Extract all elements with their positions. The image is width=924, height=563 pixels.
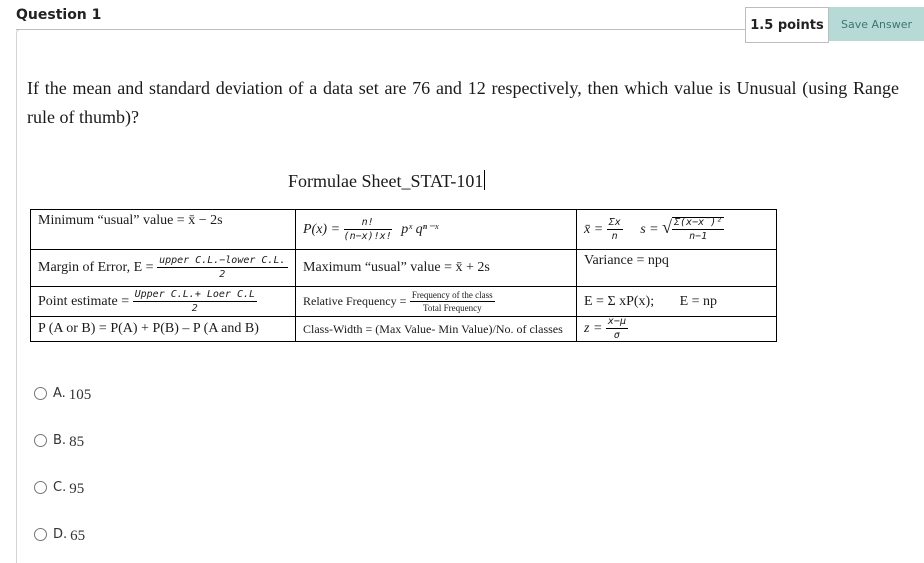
sqrt-icon: √ — [662, 216, 673, 237]
class-width-formula: Class-Width = (Max Value- Min Value)/No. of classes — [303, 321, 563, 336]
option-d[interactable] — [34, 526, 85, 543]
question-prompt: If the mean and standard deviation of a data set are 76 and 12 respectively, then which value is Unusual (using Range rule of thumb)? — [27, 78, 899, 127]
radio-option-a[interactable] — [34, 387, 47, 400]
binomial-lhs: P(x) = — [303, 221, 341, 237]
sd-fraction — [672, 217, 724, 242]
formula-sheet-title-text: Formulae Sheet_STAT-101 — [288, 171, 484, 191]
z-denominator: σ — [613, 330, 620, 341]
option-b-value: 85 — [69, 434, 85, 450]
radio-option-d[interactable] — [34, 528, 47, 541]
class-width-cell — [296, 317, 577, 342]
relative-frequency-label: Relative Frequency = — [303, 293, 407, 308]
option-b-letter: B. — [53, 433, 67, 448]
mean-fraction — [607, 218, 623, 242]
variance-formula: Variance = npq — [584, 253, 669, 268]
option-b[interactable] — [34, 432, 84, 449]
point-estimate-denominator: 2 — [191, 302, 198, 314]
mean-denominator: n — [611, 230, 618, 242]
option-c-letter: C. — [53, 480, 67, 495]
question-title: Question 1 — [16, 7, 102, 23]
mean-lhs: x̄ = — [584, 221, 604, 237]
binomial-denominator: (n−x)!x! — [343, 230, 392, 242]
formula-sheet-title — [288, 170, 485, 192]
option-a[interactable] — [34, 385, 91, 402]
point-estimate-fraction — [133, 290, 257, 314]
option-c[interactable] — [34, 479, 84, 496]
relative-frequency-fraction — [410, 291, 495, 313]
radio-option-c[interactable] — [34, 481, 47, 494]
binomial-fraction — [344, 218, 392, 242]
z-numerator: x−μ — [607, 316, 626, 327]
point-estimate-label: Point estimate = — [38, 293, 130, 309]
z-score-cell — [577, 317, 777, 342]
expectation-formula: E = Σ xP(x); — [584, 293, 655, 309]
option-c-value: 95 — [69, 481, 85, 497]
header-divider — [16, 29, 746, 30]
option-d-letter: D. — [53, 527, 68, 542]
max-usual-cell — [296, 250, 577, 287]
table-row — [31, 287, 777, 317]
save-answer-button[interactable]: Save Answer — [829, 7, 924, 41]
relative-frequency-numerator: Frequency of the class — [411, 289, 493, 300]
option-a-value: 105 — [68, 387, 92, 403]
binomial-mean-formula: E = np — [679, 293, 718, 309]
min-usual-cell — [31, 210, 296, 250]
table-row — [31, 210, 777, 250]
point-estimate-numerator: Upper C.L.+ Loer C.L — [134, 288, 256, 300]
option-a-letter: A. — [53, 386, 66, 401]
min-usual-formula: Minimum “usual” value = x̄ − 2s — [38, 213, 223, 228]
point-estimate-cell — [31, 287, 296, 317]
probability-or-formula: P (A or B) = P(A) + P(B) – P (A and B) — [38, 321, 259, 336]
sd-denominator: n−1 — [689, 231, 708, 243]
margin-error-denominator: 2 — [219, 269, 226, 280]
z-fraction — [606, 317, 628, 341]
points-badge: 1.5 points — [745, 7, 829, 43]
mean-sd-cell — [577, 210, 777, 250]
binomial-numerator: n! — [344, 218, 392, 230]
relative-frequency-denominator: Total Frequency — [422, 302, 482, 313]
margin-error-cell — [31, 250, 296, 287]
z-lhs: z = — [584, 321, 603, 337]
binomial-rhs: pˣ qⁿ⁻ˣ — [401, 221, 439, 237]
variance-cell — [577, 250, 777, 287]
binomial-cell — [296, 210, 577, 250]
margin-error-numerator: upper C.L.−lower C.L. — [159, 255, 286, 266]
mean-numerator: Σx — [608, 216, 621, 228]
table-row — [31, 317, 777, 342]
probability-or-cell — [31, 317, 296, 342]
table-row — [31, 250, 777, 287]
relative-frequency-cell — [296, 287, 577, 317]
margin-error-label: Margin of Error, E = — [38, 260, 154, 276]
margin-error-fraction — [157, 256, 287, 280]
sd-lhs: s = — [640, 221, 659, 237]
expectation-cell — [577, 287, 777, 317]
max-usual-formula: Maximum “usual” value = x̄ + 2s — [303, 260, 490, 275]
option-d-value: 65 — [70, 528, 86, 544]
sd-numerator: Σ(x−x̄)² — [674, 217, 723, 229]
radio-option-b[interactable] — [34, 434, 47, 447]
text-cursor — [484, 170, 485, 190]
formula-table — [30, 209, 777, 342]
